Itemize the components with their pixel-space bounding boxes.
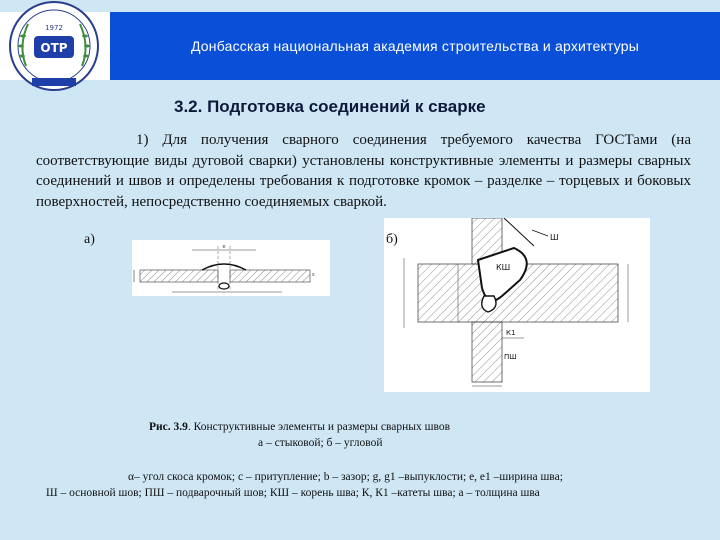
institution-title: Донбасская национальная академия строительства и архитектуры — [190, 38, 640, 54]
psh-label: ПШ — [504, 353, 517, 361]
header-bar — [110, 12, 720, 80]
svg-text:ОТР: ОТР — [40, 41, 68, 55]
legend-line-1: α– угол скоса кромок; с – притупление; b – зазор; g, g1 –выпуклости; e, e1 –ширина шва; — [128, 471, 563, 483]
figure-number: Рис. 3.9 — [149, 421, 188, 433]
butt-weld-drawing — [132, 240, 330, 296]
svg-text:e: e — [222, 244, 226, 250]
ksh-label: КШ — [496, 263, 511, 272]
figure-caption-subtitle: а – стыковой; б – угловой — [258, 437, 383, 449]
section-title: 3.2. Подготовка соединений к сварке — [174, 97, 486, 116]
academy-logo — [4, 0, 104, 100]
logo-year: 1972 — [45, 24, 63, 32]
sh-label: Ш — [550, 233, 559, 242]
figure-caption — [149, 421, 450, 433]
legend-line-2: Ш – основной шов; ПШ – подварочный шов; КШ – корень шва; К, К1 –катеты шва; а – толщина шва — [46, 487, 540, 499]
body-paragraph: 1) Для получения сварного соединения требуемого качества ГОСТами (на соответствующие виды дуговой сварки) установлены конструктивные элементы и размеры сварных соединений и швов и определены требования к подготовке кромок – разделке – торцевых и боковых поверхностей, непосредственно соединяемых сваркой. — [36, 132, 691, 210]
k1-label: К1 — [506, 329, 516, 337]
fillet-weld-drawing — [384, 218, 650, 392]
figure-label-b: б) — [386, 232, 398, 247]
figure-label-a: а) — [84, 232, 95, 247]
svg-text:s: s — [312, 272, 315, 278]
figure-caption-title: . Конструктивные элементы и размеры сварных швов — [187, 421, 451, 433]
